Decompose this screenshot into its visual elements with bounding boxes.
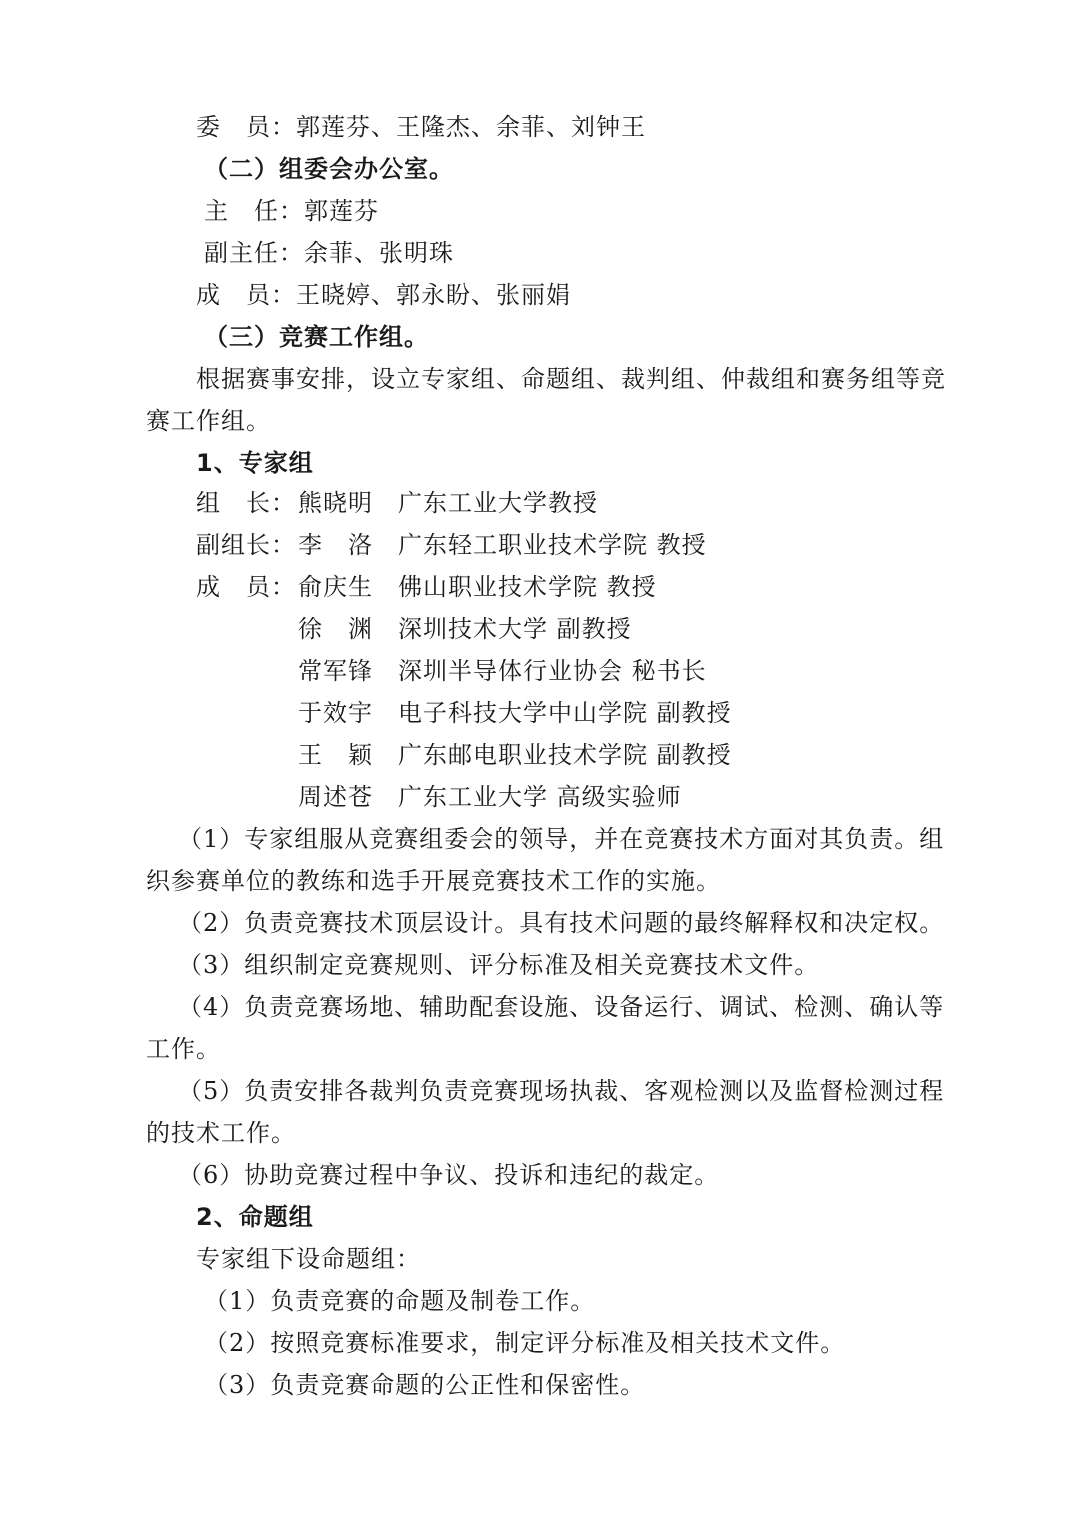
roster-org: 深圳技术大学 副教授 [398,615,632,643]
roster-name: 徐 渊 [298,615,373,643]
expert-duty-6: （6）协助竞赛过程中争议、投诉和违纪的裁定。 [178,1161,720,1189]
roster-name: 常军锋 [298,657,373,685]
section3-intro-line1: 根据赛事安排，设立专家组、命题组、裁判组、仲裁组和赛务组等竞 [196,365,946,393]
roster-role: 成 员： [196,573,296,601]
section2-heading: （二）组委会办公室。 [204,155,454,183]
office-director-line: 主 任：郭莲芬 [204,197,379,225]
proposition-duty-1: （1）负责竞赛的命题及制卷工作。 [204,1287,596,1315]
roster-role: 副组长： [196,531,296,559]
office-deputy-line: 副主任：余菲、张明珠 [204,239,454,267]
roster-org: 广东工业大学教授 [398,489,598,517]
proposition-group-heading: 2、命题组 [196,1203,314,1231]
roster-org: 深圳半导体行业协会 秘书长 [398,657,707,685]
section3-intro-line2: 赛工作组。 [146,407,271,435]
section3-heading: （三）竞赛工作组。 [204,323,429,351]
roster-org: 佛山职业技术学院 教授 [398,573,657,601]
roster-name: 于效宇 [298,699,373,727]
expert-duty-4-line1: （4）负责竞赛场地、辅助配套设施、设备运行、调试、检测、确认等 [178,993,945,1021]
proposition-duty-2: （2）按照竞赛标准要求，制定评分标准及相关技术文件。 [204,1329,846,1357]
roster-org: 广东工业大学 高级实验师 [398,783,682,811]
expert-duty-2: （2）负责竞赛技术顶层设计。具有技术问题的最终解释权和决定权。 [178,909,945,937]
expert-group-heading: 1、专家组 [196,449,314,477]
roster-name: 周述苍 [298,783,373,811]
roster-role: 组 长： [196,489,296,517]
expert-duty-3: （3）组织制定竞赛规则、评分标准及相关竞赛技术文件。 [178,951,820,979]
expert-duty-5-line1: （5）负责安排各裁判负责竞赛现场执裁、客观检测以及监督检测过程 [178,1077,945,1105]
expert-duty-5-line2: 的技术工作。 [146,1119,296,1147]
proposition-intro: 专家组下设命题组： [196,1245,421,1273]
roster-org: 广东轻工职业技术学院 教授 [398,531,707,559]
roster-org: 广东邮电职业技术学院 副教授 [398,741,732,769]
roster-org: 电子科技大学中山学院 副教授 [398,699,732,727]
roster-name: 俞庆生 [298,573,373,601]
expert-duty-4-line2: 工作。 [146,1035,221,1063]
proposition-duty-3: （3）负责竞赛命题的公正性和保密性。 [204,1371,646,1399]
roster-name: 李 洛 [298,531,373,559]
office-members-line: 成 员：王晓婷、郭永盼、张丽娟 [196,281,571,309]
expert-duty-1-line1: （1）专家组服从竞赛组委会的领导，并在竞赛技术方面对其负责。组 [178,825,945,853]
expert-duty-1-line2: 织参赛单位的教练和选手开展竞赛技术工作的实施。 [146,867,721,895]
roster-name: 王 颖 [298,741,373,769]
committee-members-line: 委 员：郭莲芬、王隆杰、余菲、刘钟王 [196,113,646,141]
roster-name: 熊晓明 [298,489,373,517]
